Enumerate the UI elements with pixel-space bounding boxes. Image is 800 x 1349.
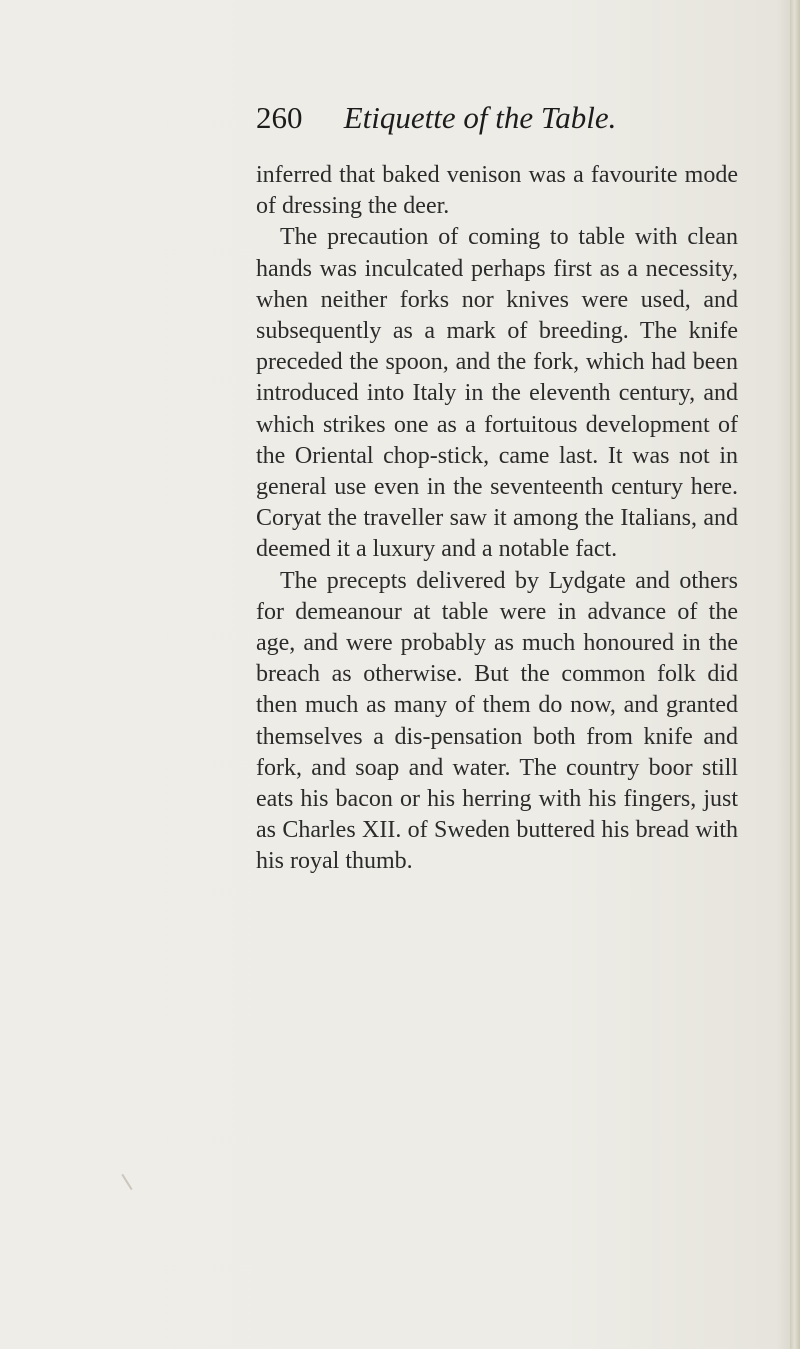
paragraph-3: The precepts delivered by Lydgate and others for demeanour at table were in advance of the age, and were probably as much honoured in the breach as otherwise. But the common folk did then much as many of them do now, and granted themselves a dis-pensation both from knife and fork, and soap and water. The country boor still eats his bacon or his herring with his fingers, just as Charles XII. of Sweden buttered his bread with his royal thumb.	[256, 567, 738, 875]
running-title: Etiquette of the Table.	[343, 100, 617, 135]
paragraph-2: The precaution of coming to table with clean hands was inculcated perhaps first as a necessity, when neither forks nor knives were used, and subsequently as a mark of breeding. The knife preceded the spoon, and the fork, which had been introduced into Italy in the eleventh century, and which strikes one as a fortuitous development of the Oriental chop-stick, came last. It was not in general use even in the seventeenth century here. Coryat the traveller saw it among the Italians, and deemed it a luxury and a notable fact.	[256, 224, 738, 563]
running-head	[256, 96, 696, 140]
paragraph-1: inferred that baked venison was a favourite mode of dressing the deer.	[256, 162, 738, 220]
main-text-block	[256, 160, 738, 878]
page-edge-shadow	[790, 0, 800, 1349]
page-number: 260	[256, 100, 303, 135]
paper-speck	[121, 1174, 132, 1190]
